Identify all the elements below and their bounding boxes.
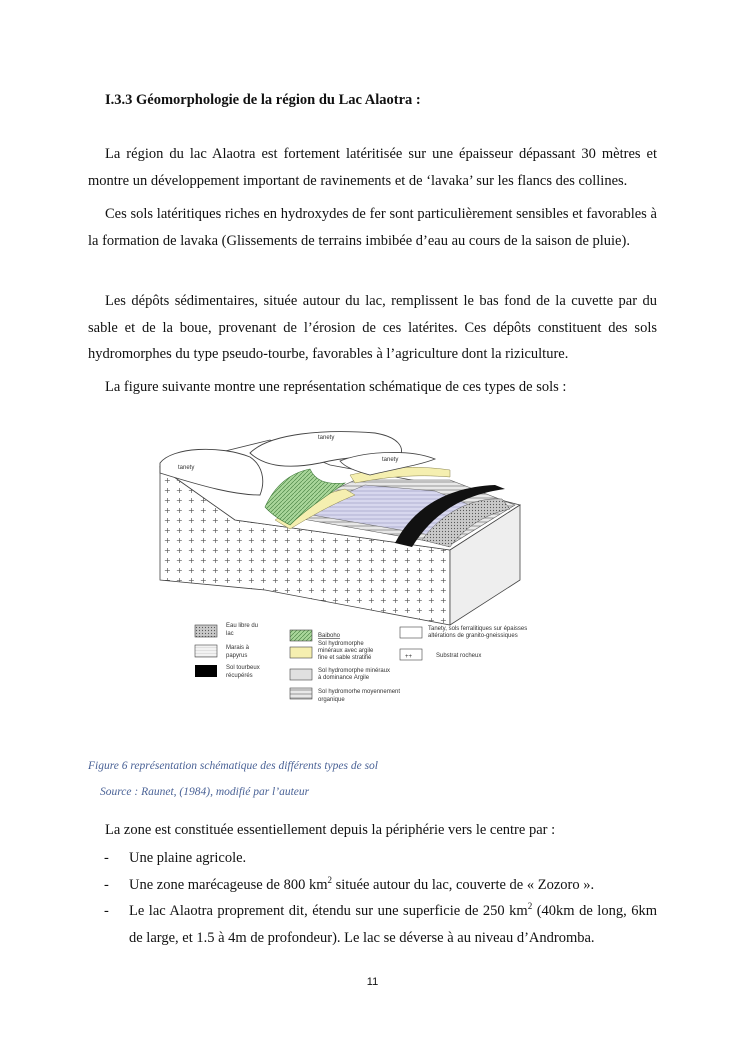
list-item bbox=[88, 872, 657, 899]
soil-schematic-figure bbox=[150, 425, 530, 715]
figure-legend bbox=[195, 623, 527, 703]
legend-swatch-hydro-organique bbox=[290, 688, 312, 699]
legend-tanety-2: altérations de granito-gneissiques bbox=[428, 633, 518, 639]
page-number: 11 bbox=[366, 976, 379, 988]
legend-swatch-baiboho bbox=[290, 630, 312, 641]
legend-swatch-marais bbox=[195, 645, 217, 657]
paragraph-laterite: La région du lac Alaotra est fortement latéritisée sur une épaisseur dépassant 30 mètres et montre un développement important de ravinements et de ‘lavaka’ sur les flancs des collines. bbox=[88, 146, 657, 189]
list-dash: - bbox=[104, 876, 109, 893]
superscript-2: 2 bbox=[327, 874, 332, 885]
label-tanety-left: tanety bbox=[178, 465, 195, 471]
list-item-text-end: (40km de long, 6km de large, et 1.5 à 4m de profondeur). Le lac se déverse à au niveau d’Andromba. bbox=[129, 903, 657, 946]
figure-caption: Figure 6 représentation schématique des différents types de sol bbox=[88, 760, 378, 772]
list-item bbox=[88, 898, 657, 951]
legend-hydro-mineraux-1: Sol hydromorphe bbox=[318, 641, 364, 647]
legend-tanety-1: Tanety, sols ferralitiques sur épaisses bbox=[428, 626, 528, 632]
legend-hydro-argile-1: Sol hydromorphe minéraux bbox=[318, 668, 391, 674]
legend-eau-libre-1: Eau libre du bbox=[226, 623, 259, 629]
list-dash: - bbox=[104, 850, 109, 866]
zones-intro: La zone est constituée essentiellement depuis la périphérie vers le centre par : bbox=[105, 822, 556, 838]
legend-hydro-mineraux-3: fine et sable stratifié bbox=[318, 655, 372, 661]
legend-hydro-mineraux-2: minéraux avec argile bbox=[318, 648, 374, 654]
legend-swatch-tourbeux bbox=[195, 665, 217, 677]
legend-hydro-organique-2: organique bbox=[318, 697, 345, 703]
legend-marais-2: papyrus bbox=[226, 653, 248, 659]
legend-tourbeux-1: Sol tourbeux bbox=[226, 665, 260, 671]
paragraph-lavaka: Ces sols latéritiques riches en hydroxydes de fer sont particulièrement sensibles et favorables à la formation de lavaka (Glissements de terrains imbibée d’eau au cours de la saison de pluie). bbox=[88, 206, 657, 249]
superscript-2: 2 bbox=[527, 901, 533, 912]
legend-substrat: Substrat rocheux bbox=[436, 653, 482, 659]
legend-swatch-hydro-mineraux bbox=[290, 647, 312, 658]
list-item-text: Une plaine agricole. bbox=[129, 850, 247, 866]
legend-swatch-hydro-argile bbox=[290, 669, 312, 680]
section-heading: I.3.3 Géomorphologie de la région du Lac Alaotra : bbox=[105, 92, 421, 108]
list-item-text-start: Le lac Alaotra proprement dit, étendu sur une superficie de 250 km bbox=[129, 903, 528, 919]
list-item bbox=[88, 845, 657, 872]
legend-tourbeux-2: récupérés bbox=[226, 673, 253, 679]
list-dash: - bbox=[104, 903, 109, 919]
label-tanety-middle: tanety bbox=[382, 457, 399, 463]
legend-baiboho: Baiboho bbox=[318, 633, 341, 639]
legend-eau-libre-2: lac bbox=[226, 631, 234, 637]
list-item-text-end: située autour du lac, couverte de « Zozoro ». bbox=[331, 876, 595, 893]
label-tanety-top: tanety bbox=[318, 435, 335, 441]
legend-swatch-eau-libre bbox=[195, 625, 217, 637]
legend-hydro-argile-2: à dominance Argile bbox=[318, 675, 370, 681]
list-item-text-start: Une zone marécageuse de 800 km bbox=[129, 876, 328, 893]
figure-source: Source : Raunet, (1984), modifié par l’auteur bbox=[100, 786, 310, 798]
legend-substrat-symbol: ++ bbox=[405, 654, 413, 660]
paragraph-figure-intro: La figure suivante montre une représentation schématique de ces types de sols : bbox=[105, 379, 567, 395]
zones-list bbox=[88, 845, 657, 951]
legend-hydro-organique-1: Sol hydromorhe moyennement bbox=[318, 689, 401, 695]
paragraph-sediments: Les dépôts sédimentaires, située autour du lac, remplissent le bas fond de la cuvette par du sable et de la boue, provenant de l’érosion de ces latérites. Ces dépôts constituent des sols hydromorphes du type pseudo-tourbe, favorables à l’agriculture dont la riziculture. bbox=[88, 293, 657, 362]
legend-marais-1: Marais à bbox=[226, 645, 250, 651]
legend-swatch-tanety bbox=[400, 627, 422, 638]
